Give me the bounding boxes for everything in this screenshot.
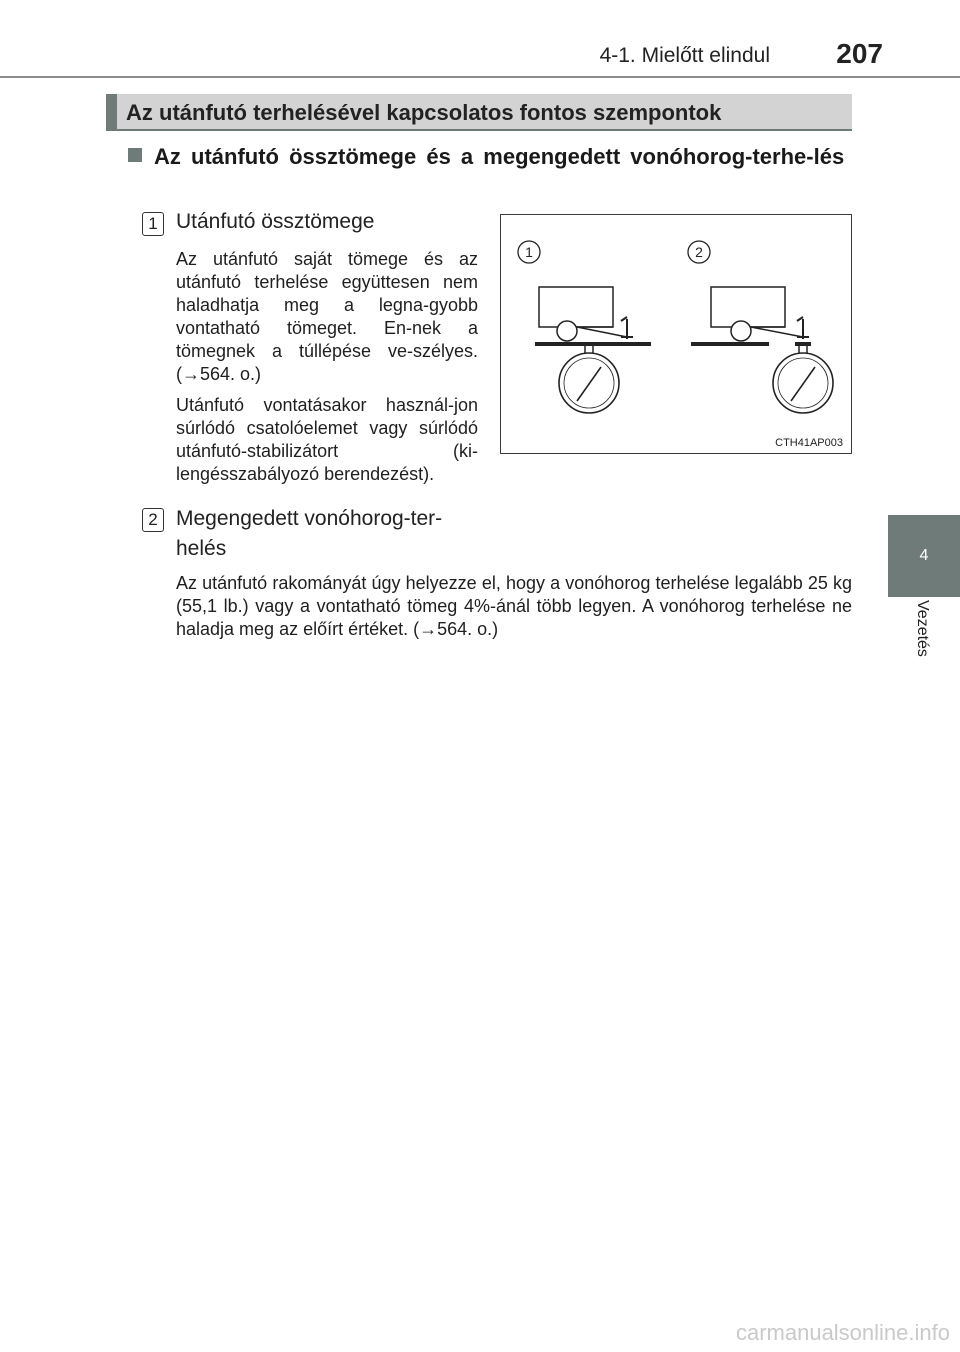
item-number-badge: 1 (142, 212, 164, 236)
chapter-number: 4 (919, 547, 929, 564)
item-title-line: Megengedett vonóhorog-ter- (176, 507, 443, 530)
chapter-name: Vezetés (914, 600, 931, 657)
paragraph: Az utánfutó rakományát úgy helyezze el, hogy a vonóhorog terhelése legalább 25 kg (55,1 lb.) vagy a vontatható tömeg 4%-ánál több legyen. A vonóhorog terhelése ne haladja meg az előírt értéket. (→564. o.) (176, 573, 852, 639)
item-body (176, 572, 852, 649)
paragraph: Az utánfutó saját tömege és az utánfutó terhelése együttesen nem haladhatja meg a legna-gyobb vontatható tömeget. En-nek a tömegnek a túllépése ve-szélyes. (→564. o.) (176, 249, 478, 384)
watermark: carmanualsonline.info (735, 1320, 950, 1345)
paragraph: Utánfutó vontatásakor használ-jon súrlódó csatolóelemet vagy súrlódó utánfutó-stabilizátort (ki-lengésszabályozó berendezést). (176, 395, 478, 484)
running-header-section: 4-1. Mielőtt elindul (599, 44, 770, 67)
figure-label-1-text: 1 (525, 244, 533, 260)
figure-label-1 (518, 241, 540, 263)
section-title: Az utánfutó terhelésével kapcsolatos fontos szempontok (126, 100, 722, 125)
chapter-tab[interactable] (888, 515, 960, 597)
figure-code: CTH41AP003 (775, 437, 843, 449)
figure-label-2 (688, 241, 710, 263)
header-divider (0, 76, 960, 78)
trailer-weight-figure (500, 214, 852, 454)
page-number: 207 (836, 38, 883, 69)
square-bullet-icon (128, 148, 142, 162)
trailer-diagram (501, 215, 853, 455)
item-body (176, 248, 478, 494)
tongue-on-scale-scene (691, 287, 833, 413)
item-number-badge: 2 (142, 508, 164, 532)
item-title: Utánfutó össztömege (176, 210, 375, 233)
trailer-on-scale-scene (535, 287, 651, 413)
item-title-line: helés (176, 537, 227, 560)
figure-label-2-text: 2 (695, 244, 703, 260)
subheading: Az utánfutó össztömege és a megengedett vonóhorog-terhe-lés (154, 144, 845, 169)
section-heading-underline (106, 129, 852, 131)
